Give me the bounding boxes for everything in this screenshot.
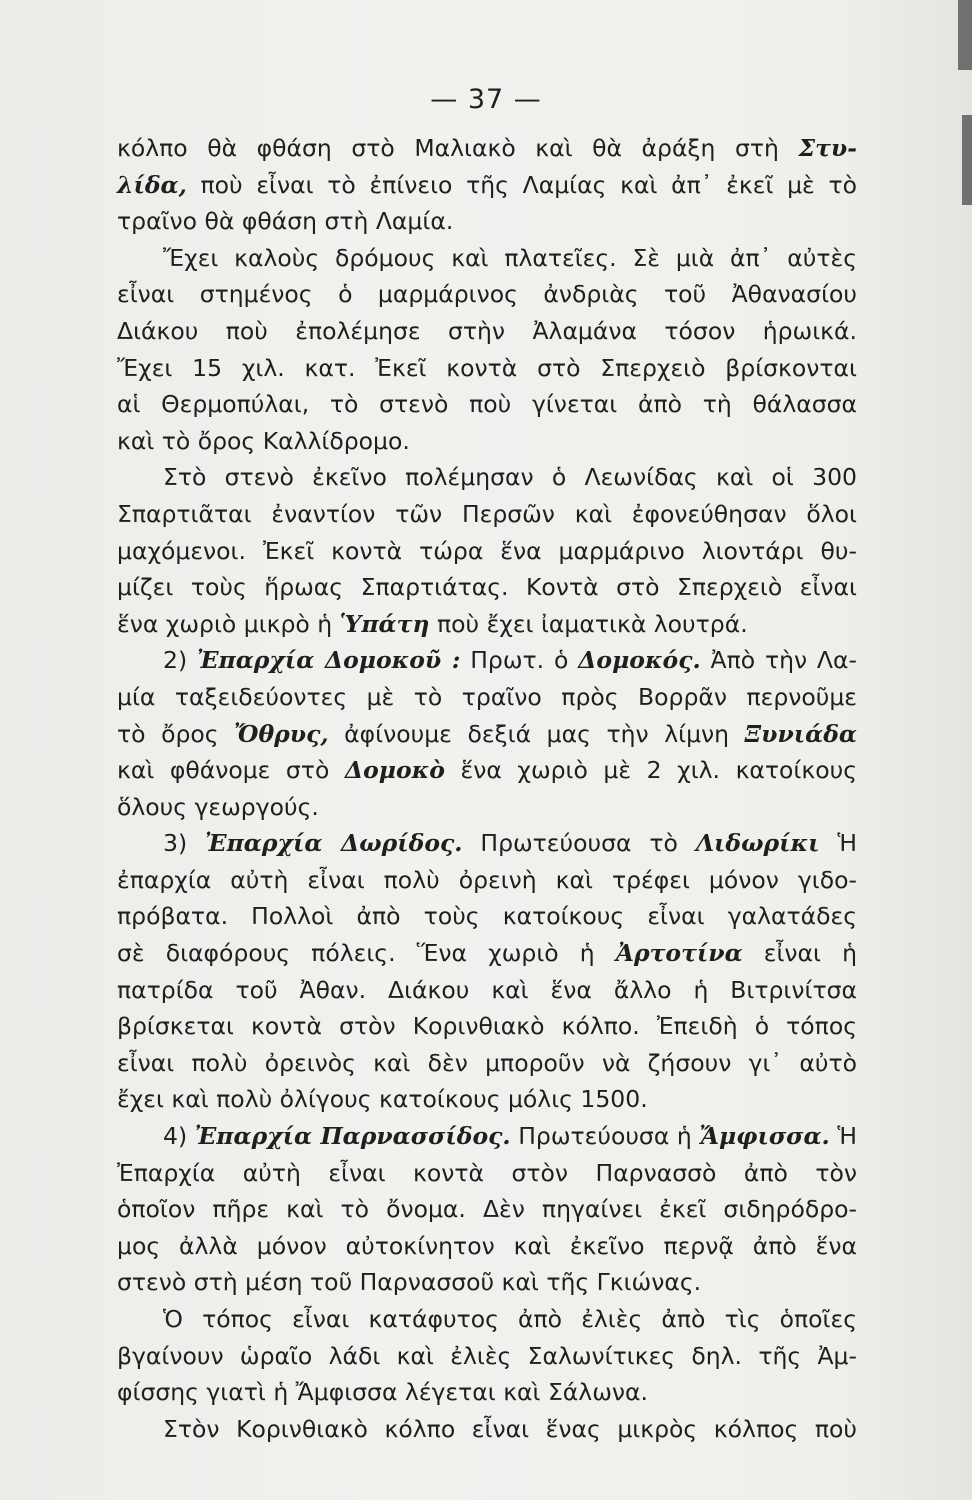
text-run: Στὸ στενὸ ἐκεῖνο πολέμησαν ὁ Λεωνίδας καὶ οἱ 300 bbox=[163, 463, 857, 492]
text-line bbox=[117, 350, 857, 387]
text-run: αἱ Θερμοπύλαι, τὸ στενὸ ποὺ γίνεται ἀπὸ τὴ θάλασσα bbox=[117, 390, 857, 419]
text-run: σὲ διαφόρους πόλεις. Ἕνα χωριὸ ἡ bbox=[117, 939, 616, 968]
text-line bbox=[117, 1338, 857, 1375]
text-run: 3) bbox=[163, 829, 206, 858]
emphasized-text: Ἐπαρχία Δομοκοῦ : bbox=[196, 646, 461, 675]
text-run: μίζει τοὺς ἥρωας Σπαρτιάτας. Κοντὰ στὸ Σπερχειὸ εἶναι bbox=[117, 573, 857, 602]
text-run: Ἐπαρχία αὐτὴ εἶναι κοντὰ στὸν Παρνασσὸ ἀπὸ τὸν bbox=[117, 1158, 857, 1187]
text-line bbox=[117, 459, 857, 496]
text-run: μαχόμενοι. Ἐκεῖ κοντὰ τώρα ἕνα μαρμάρινο λιοντάρι θυ- bbox=[117, 536, 857, 565]
text-run: πρόβατα. Πολλοὶ ἀπὸ τοὺς κατοίκους εἶναι γαλατάδες bbox=[117, 902, 857, 931]
text-line bbox=[117, 203, 857, 240]
text-run: ὅλους γεωργούς. bbox=[117, 792, 319, 821]
text-line bbox=[117, 935, 857, 972]
emphasized-text: Ἐπαρχία Παρνασσίδος. bbox=[194, 1122, 511, 1151]
text-run: φίσσης γιατὶ ἡ Ἄμφισσα λέγεται καὶ Σάλωνα. bbox=[117, 1378, 648, 1407]
text-run: Ἀπὸ τὴν Λα- bbox=[700, 646, 857, 675]
text-run: εἶναι πολὺ ὀρεινὸς καὶ δὲν μποροῦν νὰ ζήσουν γι᾽ αὐτὸ bbox=[117, 1048, 857, 1077]
text-run: μος ἀλλὰ μόνον αὐτοκίνητον καὶ ἐκεῖνο περνᾷ ἀπὸ ἕνα bbox=[117, 1231, 857, 1260]
text-line bbox=[117, 1374, 857, 1411]
text-run: Ἔχει 15 χιλ. κατ. Ἐκεῖ κοντὰ στὸ Σπερχειὸ βρίσκονται bbox=[117, 353, 857, 382]
text-line bbox=[117, 789, 857, 826]
emphasized-text: Ἐπαρχία Δωρίδος. bbox=[205, 829, 463, 858]
text-run: Ἔχει καλοὺς δρόμους καὶ πλατεῖες. Σὲ μιὰ ἀπ᾽ αὐτὲς bbox=[163, 243, 857, 272]
text-run: Ὁ τόπος εἶναι κατάφυτος ἀπὸ ἐλιὲς ἀπὸ τὶς ὁποῖες bbox=[163, 1305, 857, 1333]
text-line bbox=[117, 240, 857, 277]
page-number: — 37 — bbox=[430, 84, 542, 115]
scan-edge-mark bbox=[962, 115, 972, 205]
text-run: εἶναι στημένος ὁ μαρμάρινος ἀνδριὰς τοῦ Ἀθανασίου bbox=[117, 280, 857, 309]
text-run: τραῖνο θὰ φθάση στὴ Λαμία. bbox=[117, 207, 454, 236]
emphasized-text: Δομοκὸ bbox=[344, 756, 445, 785]
text-run: 2) bbox=[163, 646, 197, 675]
emphasized-text: Ξυνιάδα bbox=[744, 719, 857, 748]
text-run: ἐπαρχία αὐτὴ εἶναι πολὺ ὀρεινὴ καὶ τρέφει μόνον γιδο- bbox=[117, 865, 857, 894]
text-line bbox=[117, 1411, 857, 1448]
text-line bbox=[117, 276, 857, 313]
text-run: Στὸν Κορινθιακὸ κόλπο εἶναι ἕνας μικρὸς κόλπος ποὺ bbox=[163, 1414, 857, 1443]
text-run: Σπαρτιᾶται ἐναντίον τῶν Περσῶν καὶ ἐφονεύθησαν ὅλοι bbox=[117, 499, 857, 528]
text-run: Ἡ bbox=[819, 829, 857, 858]
text-line bbox=[117, 386, 857, 423]
text-line bbox=[117, 1118, 857, 1155]
text-run: τὸ ὄρος bbox=[117, 719, 235, 748]
text-line bbox=[117, 313, 857, 350]
text-run: βρίσκεται κοντὰ στὸν Κορινθιακὸ κόλπο. Ἐπειδὴ ὁ τόπος bbox=[117, 1012, 857, 1041]
text-line bbox=[117, 1228, 857, 1265]
text-line bbox=[117, 898, 857, 935]
text-line bbox=[117, 606, 857, 643]
text-run: μία ταξειδεύοντες μὲ τὸ τραῖνο πρὸς Βορρᾶν περνοῦμε bbox=[117, 682, 857, 711]
text-run: Ἡ bbox=[829, 1122, 857, 1151]
text-line bbox=[117, 1155, 857, 1192]
text-run: Διάκου ποὺ ἐπολέμησε στὴν Ἀλαμάνα τόσον ἡρωικά. bbox=[117, 316, 857, 345]
text-line bbox=[117, 1264, 857, 1301]
text-run: ποὺ ἔχει ἰαματικὰ λουτρά. bbox=[429, 609, 748, 638]
emphasized-text: Ὑπάτη bbox=[339, 609, 430, 638]
text-line bbox=[117, 423, 857, 460]
text-run: πατρίδα τοῦ Ἀθαν. Διάκου καὶ ἕνα ἄλλο ἡ Βιτρινίτσα bbox=[117, 975, 857, 1004]
text-run: ποὺ εἶναι τὸ ἐπίνειο τῆς Λαμίας καὶ ἀπ᾽ ἐκεῖ μὲ τὸ bbox=[186, 170, 857, 199]
text-line bbox=[117, 642, 857, 679]
text-run: ἕνα χωριὸ μικρὸ ἡ bbox=[117, 609, 340, 638]
emphasized-text: Δομοκός. bbox=[578, 646, 701, 675]
text-run: κόλπο θὰ φθάση στὸ Μαλιακὸ καὶ θὰ ἀράξη στὴ bbox=[117, 134, 799, 162]
text-run: καὶ φθάνομε στὸ bbox=[117, 756, 345, 785]
text-run: ἀφίνουμε δεξιά μας τὴν λίμνη bbox=[328, 719, 745, 748]
text-line bbox=[117, 1191, 857, 1228]
text-line bbox=[117, 752, 857, 789]
text-line bbox=[117, 1045, 857, 1082]
emphasized-text: Ὄθρυς, bbox=[234, 719, 329, 748]
text-run: 4) bbox=[163, 1122, 195, 1151]
scan-edge-mark bbox=[958, 0, 972, 70]
text-line bbox=[117, 496, 857, 533]
text-line bbox=[117, 569, 857, 606]
text-line bbox=[117, 862, 857, 899]
text-line bbox=[117, 1301, 857, 1338]
text-line bbox=[117, 716, 857, 753]
emphasized-text: Στυ- bbox=[798, 134, 857, 162]
text-line bbox=[117, 679, 857, 716]
text-run: καὶ τὸ ὄρος Καλλίδρομο. bbox=[117, 426, 410, 455]
text-run: στενὸ στὴ μέση τοῦ Παρνασσοῦ καὶ τῆς Γκιώνας. bbox=[117, 1268, 702, 1297]
text-run: Πρωτεύουσα τὸ bbox=[462, 829, 696, 858]
text-line bbox=[117, 1081, 857, 1118]
text-run: εἶναι ἡ bbox=[742, 939, 857, 968]
text-line bbox=[117, 972, 857, 1009]
text-line bbox=[117, 825, 857, 862]
text-line bbox=[117, 167, 857, 204]
text-run: Πρωτ. ὁ bbox=[460, 646, 579, 675]
body-text bbox=[117, 130, 857, 1447]
emphasized-text: Λιδωρίκι bbox=[695, 829, 820, 858]
emphasized-text: λίδα, bbox=[117, 170, 187, 199]
text-line bbox=[117, 130, 857, 167]
text-run: ἔχει καὶ πολὺ ὀλίγους κατοίκους μόλις 1500. bbox=[117, 1085, 648, 1114]
text-run: ὁποῖον πῆρε καὶ τὸ ὄνομα. Δὲν πηγαίνει ἐκεῖ σιδηρόδρο- bbox=[117, 1195, 857, 1224]
text-run: ἕνα χωριὸ μὲ 2 χιλ. κατοίκους bbox=[444, 756, 858, 785]
text-line bbox=[117, 1008, 857, 1045]
text-run: βγαίνουν ὡραῖο λάδι καὶ ἐλιὲς Σαλωνίτικες δηλ. τῆς Ἀμ- bbox=[117, 1341, 857, 1370]
emphasized-text: Ἄμφισσα. bbox=[699, 1122, 830, 1151]
emphasized-text: Ἀρτοτίνα bbox=[615, 939, 743, 968]
text-run: Πρωτεύουσα ἡ bbox=[510, 1122, 700, 1151]
text-line bbox=[117, 533, 857, 570]
